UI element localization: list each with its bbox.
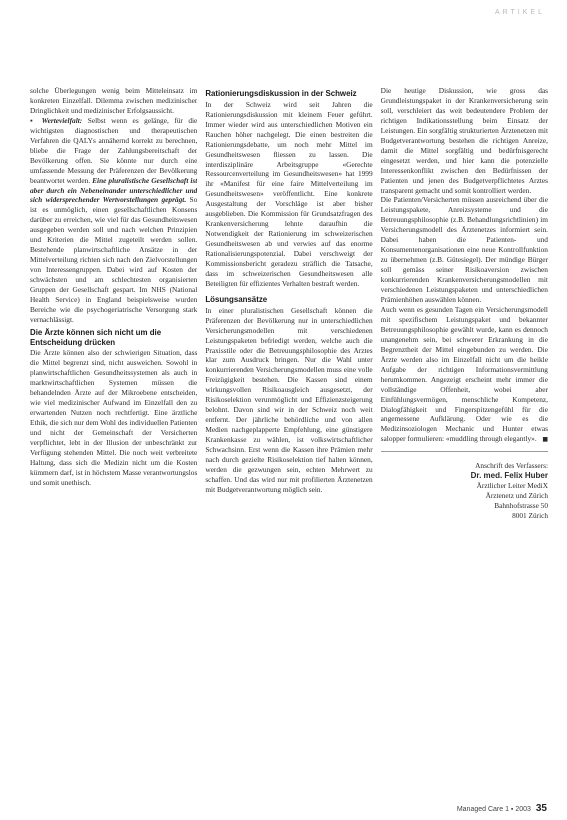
author-role: Ärztlicher Leiter MediX <box>476 481 548 491</box>
paragraph: solche Überlegungen wenig beim Mitteleinsatz im konkreten Einzelfall. Dilemma zwischen medizinischer Dringlichkeit und medizinischer Erfolgsaussicht. <box>30 86 198 115</box>
author-street: Bahnhofstrasse 50 <box>494 501 548 511</box>
column-2 <box>205 86 372 796</box>
paragraph-text: So ist es unmöglich, einen gesellschaftlichen Konsens darüber zu erreichen, wie viel für das Gesundheitswesen ausgegeben werden soll und nach welchen Prinzipien und Kriterien die Mittel zugeteilt werden sollen. Bestehende planwirtschaftliche Ansätze in der Mittelverteilung richten sich nach den Zielvorstellungen von Interessengruppen. Dabei wird auf Kosten der schwächsten und am schlechtesten organisierten Gruppen der Gesellschaft gespart. Im NHS (National Health Service) in England beispielsweise wurden Bereiche wie die psychogeriatrische Versorgung stark vernachlässigt. <box>30 195 198 324</box>
paragraph: Die heutige Diskussion, wie gross das Grundleistungspaket in der Krankenversicherung sein soll, verschleiert das weit bedeutendere Problem der richtigen Indikationsstellung beim Einsatz der Leistungen. Ein sorgfältig strukturierten Ärztenetzen mit Budgetverantwortung bestehen die richtigen Anreize, damit die Mittel sorgfältig und bedürfnisgerecht eingesetzt werden, und hier kann die potenzielle Interessenkonflikt zwischen den Bedürfnissen der Patienten und jenen des Budgetverpflichtetes Arztes transparent gemacht und somit kontrolliert werden. <box>380 86 548 195</box>
article-columns <box>30 86 548 796</box>
column-1 <box>30 86 197 796</box>
section-heading: Rationierungsdiskussion in der Schweiz <box>205 89 357 98</box>
page-number: 35 <box>535 803 547 814</box>
journal-issue: Managed Care 1 ▪ 2003 <box>456 806 531 813</box>
paragraph: Die Patienten/Versicherten müssen ausreichend über die Leistungspakete, Anreizsysteme und die Betreuungsphilosophie (z.B. Behandlungsrichtlinien) im Versicherungsmodell des Ärztenetzes informiert sein. Dabei haben die Patienten- und Konsumentenorganisationen eine neue Kontrollfunktion zu übernehmen (z.B. Gütesiegel). Der mündige Bürger soll gemäss seiner Risikoaversion zwischen konkurrierenden Krankenversicherungsmodellen mit verschiedenen Leistungspaketen und unterschiedlichen Prämienhöhen auswählen können. <box>380 195 548 305</box>
paragraph: In der Schweiz wird seit Jahren die Rationierungsdiskussion mit kleinem Feuer geführt. Immer wieder wird aus unterschiedlichen Motiven ein Rauchen höher nachgelegt. Die einen bestreiten die Rationierungsdebatte, um noch mehr Mittel im Gesundheitswesen fliessen zu lassen. Die interdisziplinäre Arbeitsgruppe «Gerechte Ressourcenverteilung im Gesundheitswesen» hat 1999 ihr «Manifest für eine faire Mittelverteilung im Gesundheitswesen» veröffentlicht. Eine konkrete Ausgestaltung der Vorschläge ist aber bisher ausgeblieben. Die Kommission für Grundsatzfragen des Krankenversicherung lehnte daraufhin die Notwendigkeit der Rationierung im schweizerischen Gesundheitswesen ab und verwies auf das enorme Rationalisierungspotenzial. Dabei verschweigt der Kommissionsbericht geradezu sträflich die Tatsache, dass im schweizerischen Gesundheitswesen alle Beteiligten für effizientes Verhalten bestraft werden. <box>205 99 373 288</box>
divider <box>381 451 548 452</box>
section-label: ARTIKEL <box>494 9 545 16</box>
end-of-article-icon: ■ <box>542 436 548 444</box>
paragraph: Die Ärzte können also der schwierigen Situation, dass die Mittel begrenzt sind, nicht ausweichen. Sowohl in planwirtschaftlichen Gesundheitssystemen als auch in marktwirtschaftlichen Systemen müssen die behandelnden Ärzte auf der Mikroebene entscheiden, wie viel medizinischer Aufwand im Einzelfall den zu erwartenden Nutzen noch rechtfertigt. Eine ärztliche Ethik, die sich nur dem Wohl des individuellen Patienten und nicht der Gemeinschaft der Versicherten verpflichtet, lebt in der Illusion der unbeschränkt zur Verfügung stehenden Mittel. Die noch weit verbreitete Haltung, dass sich die Medizin nicht um die Kosten kümmern darf, ist in höchstem Masse verantwortungslos und somit unethisch. <box>30 348 198 487</box>
emphasis-text: Eine pluralistische Gesellschaft ist aber durch ein Nebeneinander unterschiedlicher und sich widersprechender Wertvorstellungen geprägt. <box>30 175 198 205</box>
page-footer <box>457 803 547 814</box>
author-address <box>381 461 548 521</box>
bullet-heading: ▪ Wertevielfalt: <box>30 115 83 125</box>
author-organization: Ärztenetz und Zürich <box>485 491 548 501</box>
column-3 <box>381 86 548 796</box>
section-heading: Lösungsansätze <box>205 294 268 304</box>
author-name: Dr. med. Felix Huber <box>470 471 548 481</box>
author-city: 8001 Zürich <box>512 511 548 521</box>
paragraph-text: Auch wenn es gesunden Tagen ein Versicherungsmodell mit spezifischem Leistungspaket und bekannter Betreuungsphilosophie gewählt wurde, kann es dennoch unangenehm sein, bei schwerer Erkrankung in die Begrenztheit der Mittel eingebunden zu werden. Die Ärzte werden also im Einzelfall nicht um die heikle Aufgabe der richtigen Informationsvermittlung herumkommen. Angezeigt erscheint mehr immer die vollständige Offenheit, wobei aber Einfühlungsvermögen, menschliche Kompetenz, Dialogfähigkeit und Fingerspitzengefühl für die angemessene Aufklärung. Oder wie es die Medizinsoziologen Mechanic und Hunter etwas salopper formulieren: «muddling through elegantly». <box>380 304 548 444</box>
paragraph-text: Selbst wenn es gelänge, für die wichtigsten diagnostischen und therapeutischen Verfahren die QALYs annähernd korrekt zu berechnen, bliebe die Frage der Zahlungsbereitschaft der Bevölkerung offen. Sie könnte nur durch eine umfassende Messung der Präferenzen der Bevölkerung beantwortet werden. <box>30 115 198 185</box>
section-heading: Die Ärzte können sich nicht um die Entscheidung drücken <box>30 327 162 347</box>
paragraph: In einer pluralistischen Gesellschaft können die Präferenzen der Bevölkerung nur in unterschiedlichen Versicherungsmodellen mit verschiedenen Leistungspaketen befriedigt werden, welche auch die Praxisstile oder die Betreuungsphilosophie des Arztes klar zum Ausdruck bringen. Nur die Wahl unter konkurrierenden Versicherungsmodellen muss eine volle Freizügigkeit bestehen. Die Kassen sind einem wirkungsvollen Risikoausgleich ausgesetzt, der Risikoselektion verunmöglicht und Effizienzsteigerung belohnt. Davon sind wir in der Schweiz noch weit entfernt. Der jährliche behördliche und von allen Medien nachgeplapperte Empfehlung, eine günstigere Krankenkasse zu wählen, ist volkswirtschaftlicher Schwachsinn. Erst wenn die Kassen ihre Prämien mehr nach durch gezielte Risikoselektion tief halten können, werden die gezwungen sein, echten Mehrwert zu schaffen. Und das wird nur mit profilierten Ärztenetzen mit Budgetverantwortung möglich sein. <box>205 305 373 494</box>
paragraph <box>381 305 548 444</box>
paragraph <box>30 116 197 325</box>
author-address-title: Anschrift des Verfassers: <box>475 461 548 471</box>
